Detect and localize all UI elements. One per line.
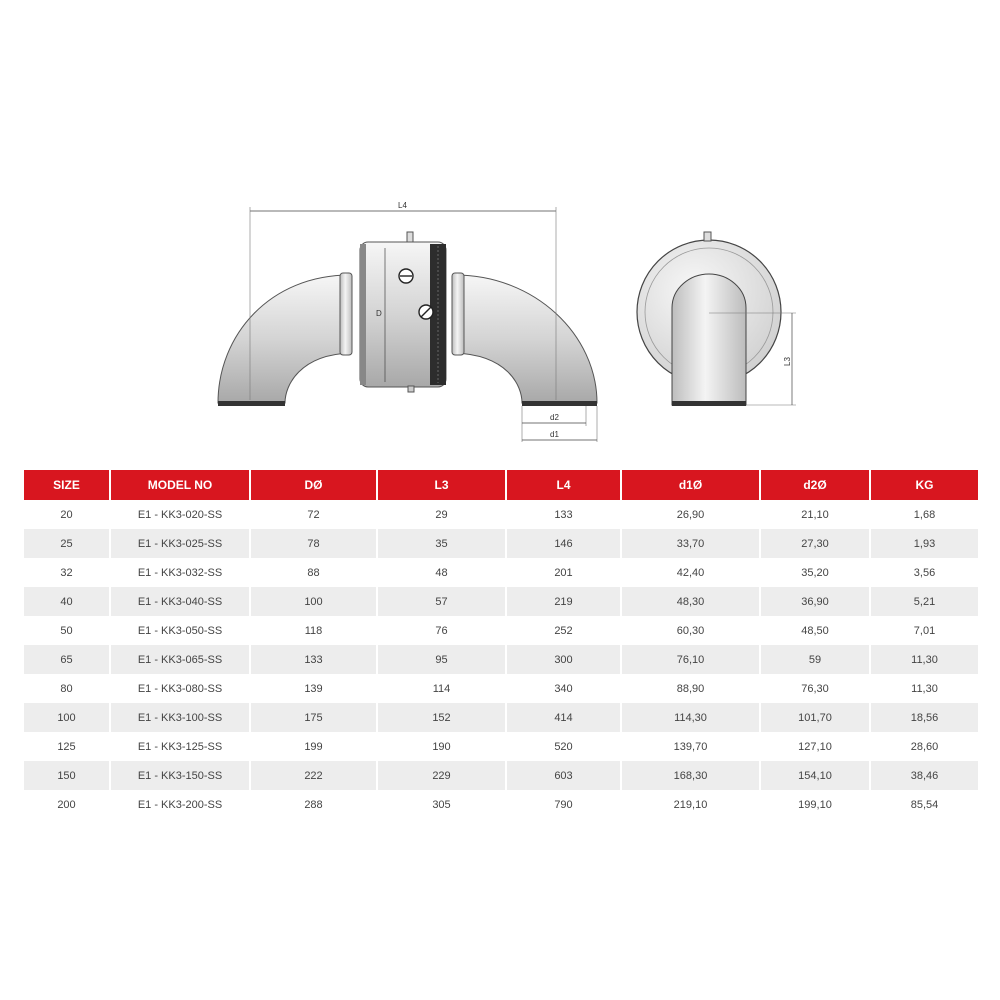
cell-d2: 101,70	[761, 703, 869, 732]
cell-model-no: E1 - KK3-080-SS	[137, 682, 223, 695]
d1-dimension-label: d1	[550, 430, 559, 439]
cell-size: 65	[24, 645, 109, 674]
cell-d1: 88,90	[676, 682, 705, 695]
cell-d: 118	[304, 624, 323, 637]
cell-l3: 190	[432, 740, 451, 753]
cell-model-no: E1 - KK3-065-SS	[111, 645, 249, 674]
cell-kg: 7,01	[913, 624, 936, 637]
header-l4: L4	[507, 470, 620, 500]
cell-d2: 35,20	[801, 566, 829, 579]
cell-l3: 95	[378, 645, 505, 674]
header-l3: L3	[378, 470, 505, 500]
d-dimension-label: D	[376, 309, 382, 318]
table-row	[24, 616, 978, 645]
cell-l3: 29	[435, 508, 448, 521]
technical-drawing	[0, 180, 1000, 460]
cell-d1: 42,40	[676, 566, 705, 579]
cell-kg: 1,93	[871, 529, 978, 558]
l3-dimension-label: L3	[783, 357, 792, 366]
cell-size: 150	[24, 761, 109, 790]
cell-kg: 1,68	[913, 508, 936, 521]
l4-dimension-label: L4	[398, 201, 407, 210]
cell-d: 72	[307, 508, 320, 521]
cell-d: 133	[251, 645, 376, 674]
cell-size: 40	[24, 587, 109, 616]
cell-l4: 414	[507, 703, 620, 732]
table-body	[24, 500, 978, 819]
table-row	[24, 529, 978, 558]
cell-d: 78	[251, 529, 376, 558]
front-view	[218, 201, 597, 442]
cell-l3: 152	[378, 703, 505, 732]
cell-d: 88	[307, 566, 320, 579]
cell-kg: 11,30	[911, 682, 938, 695]
cell-d2: 36,90	[761, 587, 869, 616]
cell-d: 139	[304, 682, 323, 695]
header-model-no: MODEL NO	[111, 470, 249, 500]
table-row	[24, 587, 978, 616]
left-elbow	[218, 275, 350, 403]
cell-kg: 5,21	[871, 587, 978, 616]
header-d2: d2Ø	[761, 470, 869, 500]
table-row	[24, 645, 978, 674]
cell-size: 200	[57, 798, 76, 811]
cell-l3: 229	[378, 761, 505, 790]
right-elbow	[455, 275, 597, 403]
cell-d: 288	[304, 798, 323, 811]
table-row	[24, 790, 978, 819]
cell-model-no: E1 - KK3-032-SS	[137, 566, 223, 579]
cell-l4: 252	[554, 624, 573, 637]
cell-kg: 28,60	[910, 740, 939, 753]
cell-l3: 48	[435, 566, 448, 579]
cell-model-no: E1 - KK3-200-SS	[137, 798, 223, 811]
cell-model-no: E1 - KK3-125-SS	[137, 740, 223, 753]
d2-dimension-label: d2	[550, 413, 559, 422]
header-d1: d1Ø	[622, 470, 759, 500]
cell-kg: 85,54	[910, 798, 939, 811]
cell-d1: 168,30	[622, 761, 759, 790]
cell-model-no: E1 - KK3-100-SS	[111, 703, 249, 732]
cell-d: 175	[251, 703, 376, 732]
cell-d: 222	[251, 761, 376, 790]
cell-l4: 201	[554, 566, 573, 579]
cell-d2: 154,10	[761, 761, 869, 790]
cell-l3: 76	[435, 624, 448, 637]
cell-l4: 219	[507, 587, 620, 616]
cell-model-no: E1 - KK3-150-SS	[111, 761, 249, 790]
table-row	[24, 674, 978, 703]
table-row	[24, 500, 978, 529]
cell-l4: 300	[507, 645, 620, 674]
table-row	[24, 703, 978, 732]
side-pipe	[672, 274, 746, 405]
cell-model-no: E1 - KK3-040-SS	[111, 587, 249, 616]
cell-l4: 133	[554, 508, 573, 521]
cell-l4: 340	[554, 682, 573, 695]
cell-size: 20	[60, 508, 73, 521]
cell-l4: 146	[507, 529, 620, 558]
cell-d1: 139,70	[673, 740, 708, 753]
cell-d1: 60,30	[676, 624, 705, 637]
cell-l3: 114	[432, 682, 451, 695]
header-kg: KG	[871, 470, 978, 500]
cell-model-no: E1 - KK3-025-SS	[111, 529, 249, 558]
cell-l4: 603	[507, 761, 620, 790]
cell-size: 50	[60, 624, 73, 637]
cell-d2: 76,30	[801, 682, 829, 695]
cell-kg: 38,46	[871, 761, 978, 790]
cell-kg: 18,56	[871, 703, 978, 732]
cell-d1: 33,70	[622, 529, 759, 558]
header-d: DØ	[251, 470, 376, 500]
cell-d2: 27,30	[761, 529, 869, 558]
cell-d2: 127,10	[798, 740, 832, 753]
cell-d1: 219,10	[673, 798, 708, 811]
table-row	[24, 558, 978, 587]
cell-l3: 305	[432, 798, 451, 811]
cell-l4: 790	[554, 798, 573, 811]
cell-d2: 21,10	[801, 508, 829, 521]
side-view	[637, 232, 796, 406]
cell-model-no: E1 - KK3-020-SS	[137, 508, 223, 521]
cell-size: 25	[24, 529, 109, 558]
cell-d1: 48,30	[622, 587, 759, 616]
cell-size: 80	[60, 682, 73, 695]
header-size: SIZE	[24, 470, 109, 500]
cell-d1: 114,30	[622, 703, 759, 732]
cell-d2: 59	[761, 645, 869, 674]
cell-d: 199	[304, 740, 323, 753]
specification-table	[22, 470, 980, 819]
cell-d1: 26,90	[676, 508, 705, 521]
cell-size: 100	[24, 703, 109, 732]
cell-kg: 3,56	[913, 566, 936, 579]
table-row	[24, 732, 978, 761]
cell-l4: 520	[554, 740, 573, 753]
table-header-row	[24, 470, 978, 500]
cell-size: 125	[57, 740, 76, 753]
cell-kg: 11,30	[871, 645, 978, 674]
cell-l3: 35	[378, 529, 505, 558]
cell-d2: 48,50	[801, 624, 829, 637]
cell-l3: 57	[378, 587, 505, 616]
cell-d1: 76,10	[622, 645, 759, 674]
cell-size: 32	[60, 566, 73, 579]
cell-d: 100	[251, 587, 376, 616]
cell-model-no: E1 - KK3-050-SS	[137, 624, 223, 637]
table-row	[24, 761, 978, 790]
cell-d2: 199,10	[798, 798, 832, 811]
